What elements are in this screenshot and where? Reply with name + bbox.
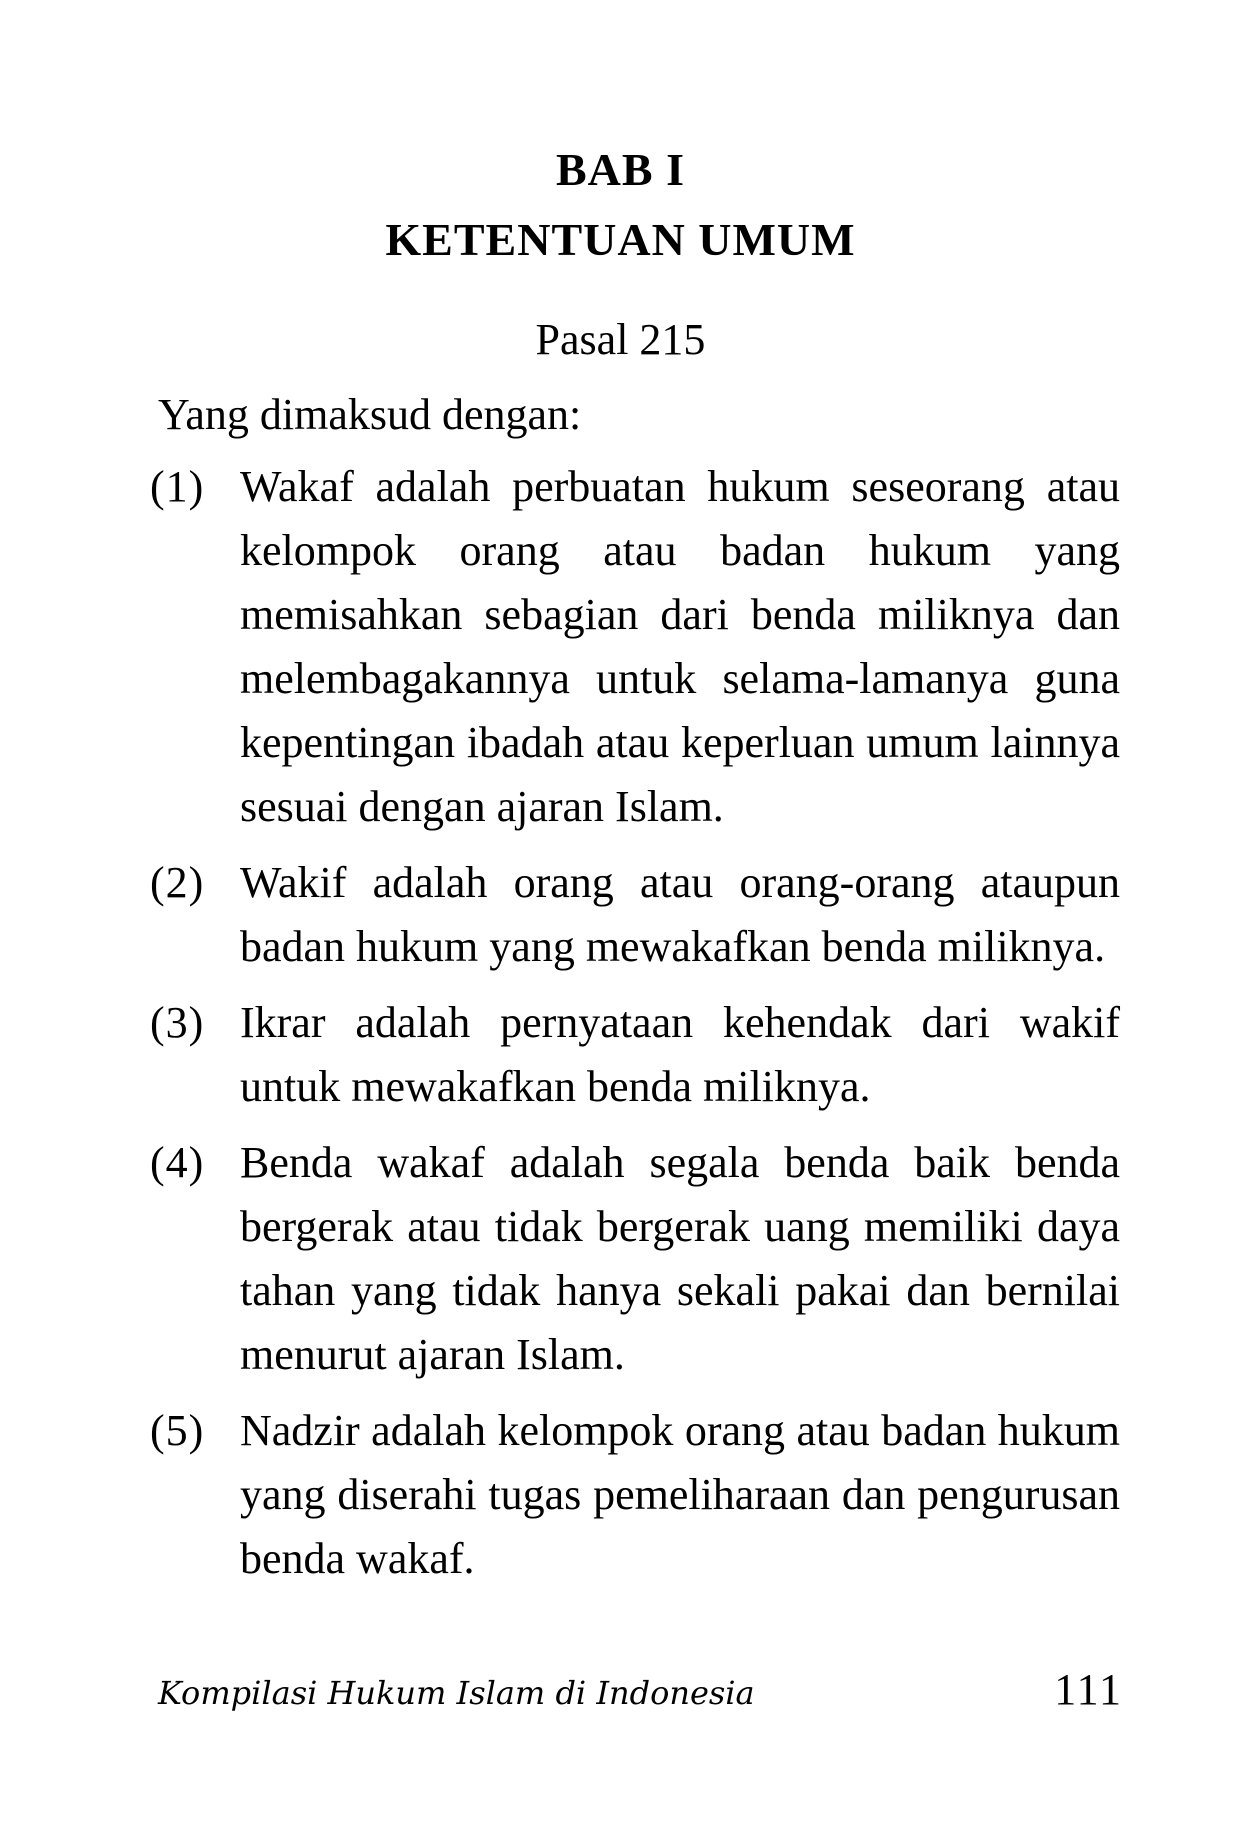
item-text: Nadzir adalah kelompok orang atau badan hukum yang diserahi tugas pemeliharaan dan pengurusan benda wakaf. <box>240 1406 1120 1583</box>
chapter-number: BAB I <box>556 144 685 195</box>
definition-item <box>150 1131 1120 1387</box>
item-text: Wakaf adalah perbuatan hukum seseorang atau kelompok orang atau badan hukum yang memisahkan sebagian dari benda miliknya dan melembagakannya untuk selama-lamanya guna kepentingan ibadah atau keperluan umum lainnya sesuai dengan ajaran Islam. <box>240 462 1120 831</box>
definition-list <box>150 455 1120 1603</box>
item-number: (2) <box>150 858 205 907</box>
chapter-title: KETENTUAN UMUM <box>385 214 856 265</box>
definition-item <box>150 851 1120 979</box>
definition-item <box>150 991 1120 1119</box>
intro-text: Yang dimaksud dengan: <box>158 390 582 439</box>
item-number: (4) <box>150 1138 205 1187</box>
item-number: (3) <box>150 998 205 1047</box>
page-number: 111 <box>1054 1665 1123 1714</box>
definition-item <box>150 455 1120 839</box>
item-text: Ikrar adalah pernyataan kehendak dari wakif untuk mewakafkan benda miliknya. <box>240 998 1120 1111</box>
definition-item <box>150 1399 1120 1591</box>
article-heading: Pasal 215 <box>535 315 706 364</box>
item-text: Benda wakaf adalah segala benda baik benda bergerak atau tidak bergerak uang memiliki daya tahan yang tidak hanya sekali pakai dan bernilai menurut ajaran Islam. <box>240 1138 1120 1379</box>
item-number: (5) <box>150 1406 205 1455</box>
item-number: (1) <box>150 462 205 511</box>
item-text: Wakif adalah orang atau orang-orang ataupun badan hukum yang mewakafkan benda miliknya. <box>240 858 1120 971</box>
running-footer-title: Kompilasi Hukum Islam di Indonesia <box>158 1674 755 1712</box>
